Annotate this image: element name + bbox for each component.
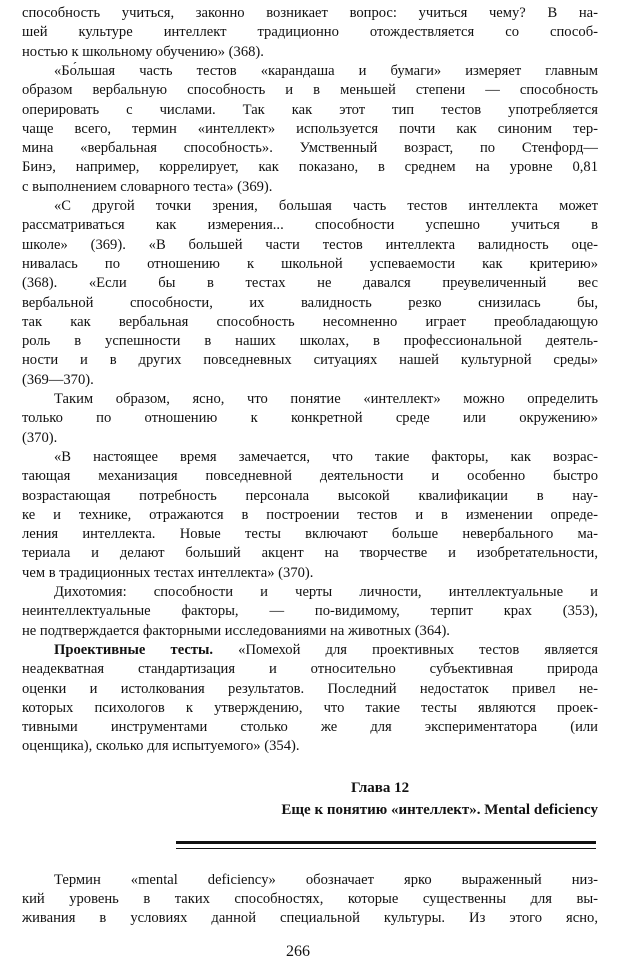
text-line: чаще всего, термин «интеллект» используется почти как синоним тер- [22,120,598,137]
text-line: рассматриваться как измерения... способности успешно учиться в [22,217,598,234]
text-line: ления интеллекта. Новые тесты включают больше невербального ма- [22,526,598,543]
text-line: мина «вербальная способность». Умственный возраст, по Стенфорд— [22,140,598,157]
text-line: (368). «Если бы в тестах не давался преувеличенный вес [22,275,598,292]
section-rule-thick [176,841,596,844]
text-line: неадекватная стандартизация и относительно субъективная природа [22,661,598,678]
text-line: «С другой точки зрения, большая часть тестов интеллекта может [54,198,598,214]
chapter-label: Глава 12 [351,779,410,796]
text-line: (370). [22,429,58,446]
text-line: ке и технике, отражаются в построении тестов и в изменении опреде- [22,506,598,523]
text-line: шей культуре интеллект традиционно отождествляется со способ- [22,24,598,41]
text-line: неинтеллектуальные факторы, — по-видимому, терпит крах (353), [22,603,598,620]
page-number: 266 [286,942,310,960]
text-line [54,641,598,660]
text-line: которых психологов к утверждению, что такие тесты являются проек- [22,699,598,716]
text-line: «В настоящее время замечается, что такие факторы, как возрас- [54,448,598,465]
text-line: нивалась по отношению к школьной успеваемости как критерию» [22,255,598,272]
text-line: образом вербальную способность и в меньшей степени — способность [22,82,598,99]
text-line: способность учиться, законно возникает вопрос: учиться чему? В на- [22,5,598,21]
text-line: с выполнением словарного теста» (369). [22,178,273,195]
text-line: не подтверждается факторными исследованиями на животных (364). [22,622,450,639]
text-line: «Бо́льшая часть тестов «карандаша и бумаги» измеряет главным [54,62,598,79]
text-line: живания в условиях данной специальной культуры. Из этого ясно, [22,910,598,927]
text-line: оценщика), сколько для испытуемого» (354). [22,738,300,755]
text-line: Дихотомия: способности и черты личности, интеллектуальные и [54,584,598,600]
section-rule-thin [176,848,596,849]
bold-lead: Проективные тесты. [54,641,214,658]
text-line: териала и делают больший акцент на творчестве и изобретательности, [22,545,598,562]
text-line: оперировать с числами. Так как этот тип тестов употребляется [22,101,598,118]
text-line: тивными инструментами столько же для экспериментатора (или [22,719,598,736]
text-line: так как вербальная способность несомненно играет преобладающую [22,313,598,330]
text-line: оценки и истолкования результатов. Последний недостаток привел не- [22,680,598,697]
text-line: Таким образом, ясно, что понятие «интеллект» можно определить [54,391,598,407]
text-line: Бинэ, например, коррелирует, как показано, в среднем на уровне 0,81 [22,159,598,176]
text-line: вербальной способности, их валидность резко снизилась бы, [22,294,598,311]
text-line: роль в успешности в наших школах, в профессиональной деятель- [22,333,598,350]
text-line: школе» (369). «В большей части тестов интеллекта валидность оце- [22,236,598,253]
chapter-title: Еще к понятию «интеллект». Mental deficiency [281,801,598,818]
text-line: ности и в других повседневных ситуациях нашей культурной среды» [22,352,598,369]
text-line: Термин «mental deficiency» обозначает ярко выраженный низ- [54,871,598,888]
text-line: ностью к школьному обучению» (368). [22,43,264,60]
text-run: «Помехой для проективных тестов является [213,641,598,658]
text-line: только по отношению к конкретной среде или окружению» [22,410,598,427]
text-line: чем в традиционных тестах интеллекта» (370). [22,564,314,581]
text-line: возрастающая потребность персонала высокой квалификации в нау- [22,487,598,504]
text-line: (369—370). [22,371,94,388]
text-line: тающая механизация повседневной деятельности и особенно быстро [22,468,598,485]
text-line: кий уровень в таких способностях, которые существенны для вы- [22,891,598,907]
